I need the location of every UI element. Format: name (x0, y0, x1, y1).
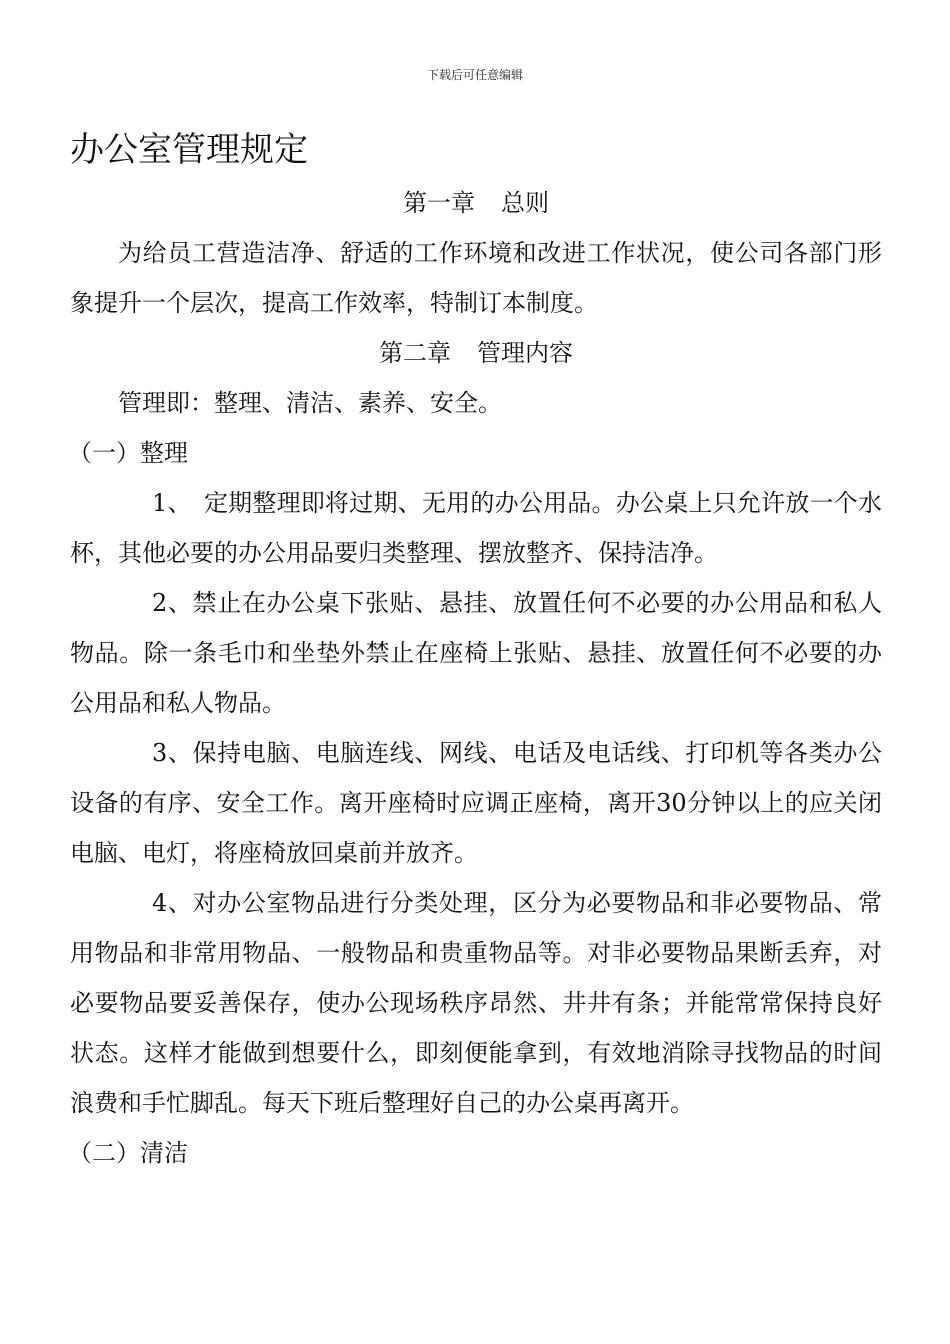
document-body (70, 178, 882, 1178)
chapter-2-intro: 管理即：整理、清洁、素养、安全。 (118, 389, 502, 417)
chapter-1-heading (70, 178, 882, 228)
chapter-2-name: 管理内容 (477, 339, 573, 367)
list-item: 4、对办公室物品进行分类处理，区分为必要物品和非必要物品、常用物品和非常用物品、一般物品和贵重物品等。对非必要物品果断丢弃，对必要物品要妥善保存，使办公现场秩序昂然、井井有条；并能常常保持良好状态。这样才能做到想要什么，即刻便能拿到，有效地消除寻找物品的时间浪费和手忙脚乱。每天下班后整理好自己的办公桌再离开。 (70, 889, 882, 1117)
list-item: 1、 定期整理即将过期、无用的办公用品。办公桌上只允许放一个水杯，其他必要的办公用品要归类整理、摆放整齐、保持洁净。 (70, 489, 882, 567)
chapter-1-paragraph: 为给员工营造洁净、舒适的工作环境和改进工作状况，使公司各部门形象提升一个层次，提高工作效率，特制订本制度。 (70, 239, 882, 317)
list-item: 2、禁止在办公桌下张贴、悬挂、放置任何不必要的办公用品和私人物品。除一条毛巾和坐垫外禁止在座椅上张贴、悬挂、放置任何不必要的办公用品和私人物品。 (70, 589, 882, 717)
header-note: 下载后可任意编辑 (426, 68, 523, 82)
chapter-1-name: 总则 (501, 189, 549, 217)
section-2-heading: （二）清洁 (68, 1139, 188, 1167)
chapter-2-label: 第二章 (379, 339, 451, 367)
chapter-1-label: 第一章 (403, 189, 475, 217)
section-1-heading: （一）整理 (68, 439, 188, 467)
document-title: 办公室管理规定 (70, 130, 308, 170)
chapter-2-heading (70, 328, 882, 378)
list-item: 3、保持电脑、电脑连线、网线、电话及电话线、打印机等各类办公设备的有序、安全工作。离开座椅时应调正座椅，离开30分钟以上的应关闭电脑、电灯，将座椅放回桌前并放齐。 (70, 739, 882, 867)
